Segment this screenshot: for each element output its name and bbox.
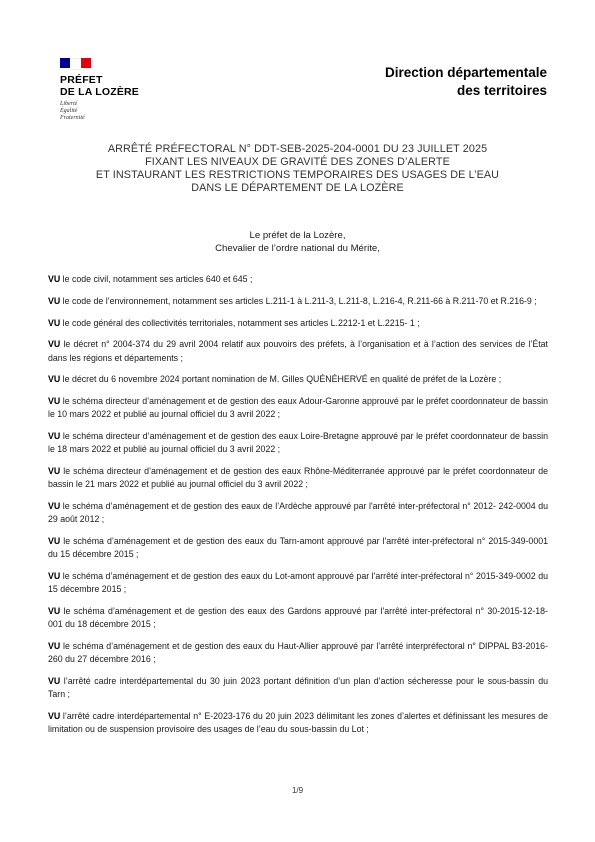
vu-paragraph (48, 373, 548, 386)
vu-keyword: VU (48, 374, 61, 385)
title-line4: DANS LE DÉPARTEMENT DE LA LOZÈRE (191, 182, 404, 194)
vu-keyword: VU (48, 571, 61, 582)
prefecture-name (60, 74, 170, 98)
motto-egalite: Égalité (60, 108, 78, 114)
vu-paragraph (48, 500, 548, 526)
service-line1: Direction départementale (384, 65, 547, 80)
service-name (385, 64, 547, 100)
service-line2: des territoires (456, 83, 547, 98)
vu-keyword: VU (48, 396, 61, 407)
logo-text-line2: DE LA LOZÈRE (60, 86, 140, 98)
vu-paragraph (48, 675, 548, 701)
republic-motto (60, 101, 170, 122)
vu-text: le schéma d’aménagement et de gestion des eaux des Gardons approuvé par l'arrêté inter-préfectoral n° 30-2015-12-18-001 du 18 décembre 2015 ; (48, 606, 548, 630)
vu-text: le schéma directeur d’aménagement et de gestion des eaux Loire-Bretagne approuvé par le préfet coordonnateur de bassin le 18 mars 2022 et publié au journal officiel du 3 avril 2022 ; (48, 431, 548, 455)
vu-paragraph (48, 640, 548, 666)
motto-fraternite: Fraternité (60, 115, 85, 121)
vu-text: le schéma d’aménagement et de gestion des eaux du Haut-Allier approuvé par l’arrêté interpréfectoral n° DIPPAL B3-2016-260 du 27 décembre 2016 ; (48, 641, 548, 665)
prefecture-logo (60, 58, 170, 122)
vu-paragraph (48, 338, 548, 364)
vu-paragraph (48, 430, 548, 456)
vu-text: le schéma d’aménagement et de gestion des eaux du Tarn-amont approuvé par l'arrêté inter-préfectoral n° 2015-349-0001 du 15 décembre 2015 ; (48, 536, 548, 560)
title-line1: ARRÊTÉ PRÉFECTORAL N° DDT-SEB-2025-204-0001 DU 23 JUILLET 2025 (107, 143, 488, 155)
issuing-authority (40, 229, 555, 255)
vu-text: le code de l’environnement, notamment ses articles L.211-1 à L.211-3, L.211-8, L.216-4, R.211-66 à R.211-70 et R.216-9 ; (60, 295, 537, 306)
vu-text: le schéma directeur d’aménagement et de gestion des eaux Rhône-Méditerranée approuvé par le préfet coordonnateur de bassin le 21 mars 2022 et publié au journal officiel du 3 avril 2022 ; (48, 466, 548, 490)
motto-liberte: Liberté (60, 101, 78, 107)
vu-paragraph (48, 570, 548, 596)
authority-line1: Le préfet de la Lozère, (249, 230, 346, 241)
vu-text: l’arrêté cadre interdépartemental n° E-2023-176 du 20 juin 2023 délimitant les zones d’alertes et définissant les mesures de limitation ou de suspension provisoire des usages de l’eau du sous-bassin du Lot ; (48, 711, 548, 735)
vu-paragraph (48, 295, 548, 308)
vu-keyword: VU (48, 536, 61, 547)
vu-keyword: VU (48, 711, 61, 722)
vu-keyword: VU (48, 274, 61, 284)
page-number: 1/9 (291, 786, 304, 795)
vu-keyword: VU (48, 641, 61, 652)
vu-text: le décret du 6 novembre 2024 portant nomination de M. Gilles QUÉNÉHERVÉ en qualité de préfet de la Lozère ; (60, 374, 502, 385)
considerations-list (48, 273, 548, 745)
title-line3: ET INSTAURANT LES RESTRICTIONS TEMPORAIRES DES USAGES DE L’EAU (95, 169, 500, 181)
logo-text-line1: PRÉFET (60, 74, 103, 86)
vu-paragraph (48, 465, 548, 491)
vu-keyword: VU (48, 606, 61, 617)
vu-paragraph (48, 273, 548, 286)
vu-paragraph (48, 605, 548, 631)
vu-text: l’arrêté cadre interdépartemental du 30 juin 2023 portant définition d’un plan d’action sécheresse pour le sous-bassin du Tarn ; (48, 676, 548, 700)
decree-title (40, 143, 555, 195)
vu-keyword: VU (48, 339, 61, 350)
vu-text: le schéma d’aménagement et de gestion des eaux de l’Ardèche approuvé par l'arrêté inter-préfectoral n° 2012- 242-0004 du 29 août 2012 ; (48, 501, 548, 525)
vu-paragraph (48, 710, 548, 736)
vu-text: le code général des collectivités territoriales, notamment ses articles L.2212-1 et L.2215- 1 ; (60, 317, 420, 328)
vu-text: le code civil, notamment ses articles 640 et 645 ; (60, 274, 253, 284)
vu-keyword: VU (48, 317, 61, 328)
title-line2: FIXANT LES NIVEAUX DE GRAVITÉ DES ZONES D’ALERTE (145, 156, 450, 168)
vu-keyword: VU (48, 295, 61, 306)
vu-keyword: VU (48, 501, 61, 512)
vu-text: le schéma directeur d’aménagement et de gestion des eaux Adour-Garonne approuvé par le préfet coordonnateur de bassin le 10 mars 2022 et publié au journal officiel du 3 avril 2022 ; (48, 396, 548, 420)
vu-paragraph (48, 535, 548, 561)
vu-keyword: VU (48, 431, 61, 442)
vu-text: le schéma d’aménagement et de gestion des eaux du Lot-amont approuvé par l'arrêté inter-préfectoral n° 2015-349-0002 du 15 décembre 2015 ; (48, 571, 548, 595)
vu-keyword: VU (48, 466, 61, 477)
authority-line2: Chevalier de l’ordre national du Mérite, (215, 243, 380, 254)
vu-paragraph (48, 395, 548, 421)
flag-icon (60, 58, 91, 68)
vu-keyword: VU (48, 676, 61, 687)
vu-paragraph (48, 317, 548, 330)
vu-text: le décret n° 2004-374 du 29 avril 2004 relatif aux pouvoirs des préfets, à l’organisation et à l’action des services de l’État dans les régions et départements ; (48, 339, 548, 363)
